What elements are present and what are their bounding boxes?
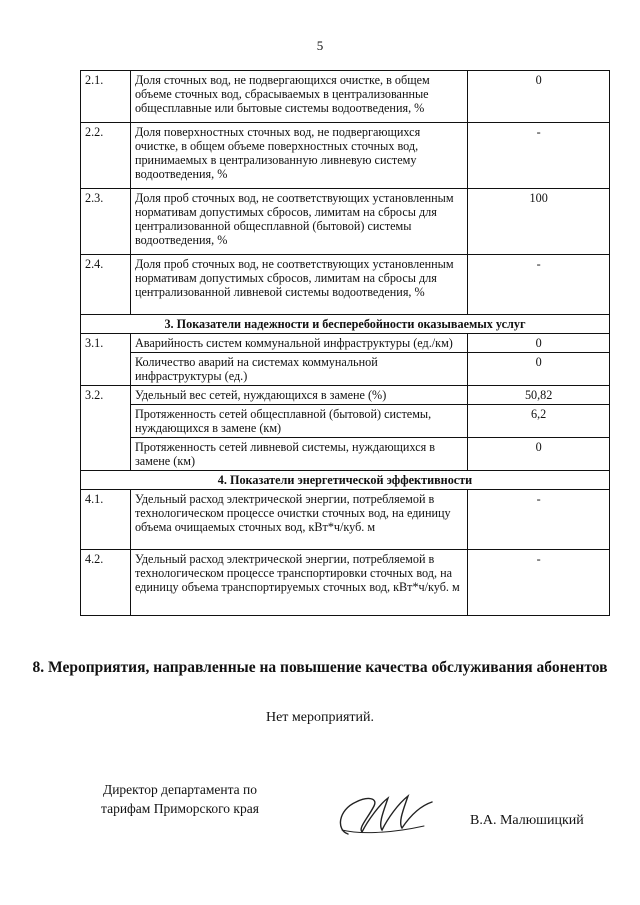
signer-name: В.А. Малюшицкий <box>470 813 584 828</box>
section-row <box>81 315 610 334</box>
indicator-value: 100 <box>468 189 610 255</box>
page-number: 5 <box>316 38 324 53</box>
table-row <box>81 353 610 386</box>
row-number: 2.1. <box>81 71 131 123</box>
indicator-description: Доля проб сточных вод, не соответствующих установленным нормативам допустимых сбросов, лимитам на сбросы для централизованной ливневой системы водоотведения, % <box>130 255 467 315</box>
section-row <box>81 471 610 490</box>
indicator-description: Доля сточных вод, не подвергающихся очистке, в общем объеме сточных вод, сбрасываемых в централизованные общесплавные или бытовые системы водоотведения, % <box>130 71 467 123</box>
indicators-table <box>80 70 610 616</box>
indicator-value: - <box>468 490 610 550</box>
indicator-description: Удельный расход электрической энергии, потребляемой в технологическом процессе очистки сточных вод, на единицу объема очищаемых сточных вод, кВт*ч/куб. м <box>130 490 467 550</box>
indicator-description: Количество аварий на системах коммунальной инфраструктуры (ед.) <box>130 353 467 386</box>
no-events-text: Нет мероприятий. <box>265 710 375 725</box>
indicator-value: 0 <box>468 334 610 353</box>
table-row <box>81 405 610 438</box>
indicator-description: Аварийность систем коммунальной инфраструктуры (ед./км) <box>130 334 467 353</box>
row-number: 2.2. <box>81 123 131 189</box>
table-row <box>81 334 610 353</box>
signer-title: Директор департамента по тарифам Приморского края <box>101 782 259 816</box>
indicator-value: 0 <box>468 353 610 386</box>
table-row <box>81 255 610 315</box>
indicator-value: 50,82 <box>468 386 610 405</box>
section-title: 4. Показатели энергетической эффективности <box>81 471 610 490</box>
table-row <box>81 550 610 616</box>
row-number: 2.4. <box>81 255 131 315</box>
table-row <box>81 71 610 123</box>
table-row <box>81 490 610 550</box>
table-row <box>81 438 610 471</box>
indicators-table-body <box>81 71 610 616</box>
section-title: 3. Показатели надежности и бесперебойности оказываемых услуг <box>81 315 610 334</box>
indicator-value: - <box>468 550 610 616</box>
row-number: 3.1. <box>81 334 131 386</box>
indicator-value: 0 <box>468 438 610 471</box>
indicator-description: Доля поверхностных сточных вод, не подвергающихся очистке, в общем объеме поверхностных сточных вод, принимаемых в централизованную ливневую систему водоотведения, % <box>130 123 467 189</box>
indicator-value: 0 <box>468 71 610 123</box>
section-heading: 8. Мероприятия, направленные на повышение качества обслуживания абонентов <box>32 659 608 676</box>
indicator-value: - <box>468 123 610 189</box>
indicator-description: Удельный вес сетей, нуждающихся в замене (%) <box>130 386 467 405</box>
table-row <box>81 189 610 255</box>
table-row <box>81 123 610 189</box>
indicator-value: - <box>468 255 610 315</box>
row-number: 2.3. <box>81 189 131 255</box>
indicator-description: Протяженность сетей ливневой системы, нуждающихся в замене (км) <box>130 438 467 471</box>
row-number: 3.2. <box>81 386 131 471</box>
indicator-description: Доля проб сточных вод, не соответствующих установленным нормативам допустимых сбросов, лимитам на сбросы для централизованной общесплавной (бытовой) системы водоотведения, % <box>130 189 467 255</box>
row-number: 4.2. <box>81 550 131 616</box>
indicator-description: Протяженность сетей общесплавной (бытовой) системы, нуждающихся в замене (км) <box>130 405 467 438</box>
signature-image <box>328 790 438 840</box>
row-number: 4.1. <box>81 490 131 550</box>
indicator-value: 6,2 <box>468 405 610 438</box>
indicator-description: Удельный расход электрической энергии, потребляемой в технологическом процессе транспортировки сточных вод, на единицу объема транспортируемых сточных вод, кВт*ч/куб. м <box>130 550 467 616</box>
table-row <box>81 386 610 405</box>
